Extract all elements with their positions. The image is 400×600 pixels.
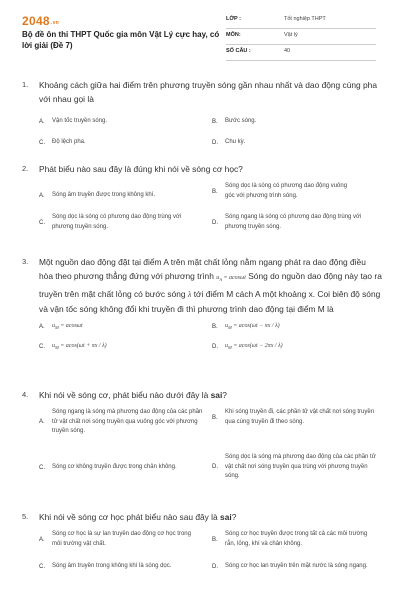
eq-subscript: M: [228, 345, 232, 351]
eq-rhs: = acosωt: [223, 275, 246, 281]
option-text: Sóng cơ không truyền được trong chân không.: [52, 464, 177, 471]
option-letter: C.: [39, 219, 45, 226]
question-stem: Khi nói về sóng cơ, phát biểu nào dưới đây là: [39, 390, 211, 400]
eq-rhs: = acos(ωt + πx / λ): [60, 343, 107, 350]
option-letter: B.: [212, 536, 218, 543]
option-letter: A.: [39, 192, 45, 199]
option-text: Vận tốc truyền sóng.: [52, 118, 108, 124]
eq-symbol: u: [225, 343, 228, 350]
option-text: Sóng dọc là sóng mà phương dao động của các phần tử vật chất nơi sóng truyền qua trùng với phương truyền sóng.: [225, 454, 376, 479]
meta-key: MÔN:: [226, 32, 241, 38]
question-4: [22, 388, 382, 510]
option-text: Sóng ngang là sóng mà phương dao động của các phần tử vật chất nơi sóng truyền qua vuông góc với phương truyền sóng.: [52, 409, 203, 434]
option-letter: A.: [39, 536, 45, 543]
question-text: [22, 78, 382, 106]
option-letter: C.: [39, 563, 45, 570]
option-a[interactable]: [39, 117, 210, 127]
question-stem: Phát biểu nào sau đây là đúng khi nói về sóng cơ học?: [39, 164, 243, 174]
option-letter: A.: [39, 323, 45, 330]
emphasis-word: sai: [210, 390, 223, 400]
option-letter: C.: [39, 465, 45, 471]
question-text: [22, 388, 382, 402]
meta-row-subject: [226, 29, 376, 45]
option-a[interactable]: [39, 323, 210, 330]
logo-suffix: .vn: [50, 20, 60, 26]
lambda-symbol: λ: [187, 290, 192, 300]
option-b[interactable]: [212, 408, 377, 427]
question-number: 4.: [22, 390, 29, 399]
document-title: Bộ đề ôn thi THPT Quốc gia môn Vật Lý cực hay, có lời giải (Đề 7): [22, 30, 220, 50]
meta-key: LỚP :: [226, 16, 241, 22]
option-b[interactable]: [212, 530, 377, 549]
question-stem-part3: tới điểm M cách A một khoảng x. Coi biên độ sóng và vận tốc sóng không đổi khi truyền đi thì phương trình dao động tại điểm M là: [39, 289, 381, 315]
eq-symbol: u: [52, 343, 55, 350]
answer-options: [39, 408, 381, 508]
question-1: [22, 78, 382, 162]
question-number: 2.: [22, 164, 29, 173]
question-text: [22, 510, 382, 524]
option-text: Sóng cơ học lan truyền trên mặt nước là sóng ngang.: [225, 563, 368, 569]
meta-value: Tốt nghiệp THPT: [284, 16, 326, 22]
meta-row-class: [226, 13, 376, 29]
question-stem-end: ?: [222, 390, 227, 400]
option-d[interactable]: [212, 343, 383, 350]
eq-symbol: u: [52, 323, 55, 330]
question-3: [22, 255, 382, 388]
eq-symbol: u: [216, 275, 220, 281]
option-text: Sóng dọc là sóng có phương dao động vuông góc với phương trình sóng.: [225, 183, 348, 199]
question-stem-part2: Sóng do nguồn dao động này tạo ra truyền trên mặt chất lỏng có bước sóng: [39, 271, 382, 300]
emphasis-word: sai: [220, 512, 232, 522]
option-equation: [52, 323, 83, 330]
option-text: Bước sóng.: [225, 118, 257, 124]
option-letter: A.: [39, 419, 45, 426]
meta-value: 40: [284, 48, 291, 54]
option-b[interactable]: [212, 182, 352, 201]
eq-rhs: = acosωt: [60, 323, 83, 330]
option-text: Sóng cơ học là sự lan truyền dao động cơ học trong môi trường vật chất.: [52, 531, 191, 547]
option-text: Chu kỳ.: [225, 139, 246, 145]
option-text: Sóng ngang là sóng có phương dao động trùng với phương truyền sóng.: [225, 214, 362, 230]
option-d[interactable]: [212, 562, 372, 572]
option-c[interactable]: [39, 453, 199, 483]
document-header: [0, 0, 400, 72]
option-letter: B.: [212, 188, 218, 195]
option-d[interactable]: [212, 213, 372, 232]
option-letter: D.: [212, 139, 218, 146]
option-text: Khi sóng truyền đi, các phần tử vật chất nơi sóng truyền qua cùng truyền đi theo sóng.: [225, 409, 375, 425]
option-letter: D.: [212, 219, 218, 226]
option-a[interactable]: [39, 186, 210, 205]
question-number: 3.: [22, 257, 29, 266]
meta-value: Vật lý: [284, 32, 298, 38]
option-a[interactable]: [39, 530, 199, 549]
option-a[interactable]: [39, 408, 204, 437]
eq-subscript: M: [55, 325, 59, 331]
option-equation: [52, 343, 107, 350]
option-letter: D.: [212, 464, 218, 471]
option-equation: [225, 343, 283, 350]
answer-options: [39, 530, 381, 596]
option-b[interactable]: [212, 323, 383, 330]
option-letter: B.: [212, 414, 218, 421]
option-letter: C.: [39, 343, 45, 350]
option-text: Sóng cơ học truyền được trong tất cả các môi trường rắn, lỏng, khí và chân không.: [225, 531, 368, 547]
question-stem-part1: Một nguồn dao động đặt tại điểm A trên mặt chất lỏng nằm ngang phát ra dao động điều hòa theo phương thẳng đứng với phương trình: [39, 257, 366, 281]
meta-row-count: [226, 45, 376, 61]
question-number: 1.: [22, 80, 29, 89]
option-letter: A.: [39, 118, 45, 125]
question-text: [22, 162, 382, 176]
question-list: [22, 78, 382, 600]
option-text: Sóng âm truyền trong không khí là sóng dọc.: [52, 563, 172, 569]
eq-subscript: A: [219, 277, 222, 283]
option-letter: D.: [212, 343, 218, 350]
option-c[interactable]: [39, 138, 210, 148]
option-b[interactable]: [212, 117, 383, 127]
option-d[interactable]: [212, 138, 383, 148]
option-equation: [225, 323, 280, 330]
question-stem: Khi nói về sóng cơ học phát biểu nào sau đây là: [39, 512, 221, 522]
option-letter: C.: [39, 139, 45, 146]
question-number: 5.: [22, 512, 29, 521]
option-text: Sóng dọc là sóng có phương dao động trùng với phương truyền sóng.: [52, 214, 182, 230]
answer-options: [39, 117, 381, 167]
eq-subscript: M: [228, 325, 232, 331]
option-letter: D.: [212, 563, 218, 570]
question-stem: Khoảng cách giữa hai điểm trên phương truyền sóng gần nhau nhất và dao động cùng pha với nhau gọi là: [39, 80, 377, 104]
question-2: [22, 162, 382, 255]
option-text: Độ lệch pha.: [52, 139, 86, 145]
document-meta: [226, 13, 376, 61]
answer-options: [39, 323, 381, 363]
question-5: [22, 510, 382, 600]
logo-text: 2048: [22, 14, 50, 28]
eq-subscript: M: [55, 345, 59, 351]
option-c[interactable]: [39, 562, 199, 572]
question-text: [22, 255, 382, 316]
option-letter: B.: [212, 118, 218, 125]
eq-rhs: = acos(ωt − 2πx / λ): [233, 343, 283, 350]
eq-rhs: = acos(ωt − πx / λ): [233, 323, 280, 330]
option-c[interactable]: [39, 343, 210, 350]
answer-options: [39, 182, 381, 252]
equation-source: [216, 275, 246, 281]
question-stem-end: ?: [231, 512, 237, 522]
option-letter: B.: [212, 323, 218, 330]
option-c[interactable]: [39, 213, 199, 232]
option-d[interactable]: [212, 453, 377, 482]
option-text: Sóng âm truyền được trong không khí.: [52, 191, 156, 198]
meta-key: SỐ CÂU :: [226, 48, 251, 54]
site-logo[interactable]: [22, 14, 59, 28]
eq-symbol: u: [225, 323, 228, 330]
